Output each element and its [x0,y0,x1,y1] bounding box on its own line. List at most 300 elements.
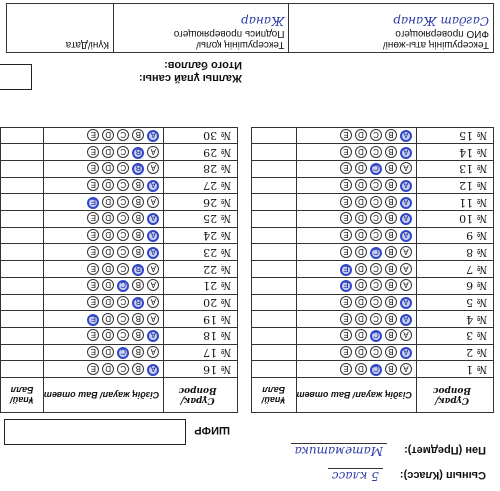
answer-bubble-b[interactable]: B [385,179,397,191]
answer-bubble-c[interactable]: C [117,296,129,308]
answer-bubble-d[interactable]: D [355,129,367,141]
answer-options [43,227,163,244]
answer-bubble-d[interactable]: D [102,363,114,375]
answer-bubble-e[interactable]: E [340,196,352,208]
answer-options [43,344,163,361]
answer-options [296,161,416,178]
question-number: № 6 [417,277,494,294]
score-cell[interactable] [251,227,296,244]
answer-bubble-c[interactable]: C [370,146,382,158]
answer-bubble-c[interactable]: C [117,280,129,292]
answer-options [296,144,416,161]
score-cell[interactable] [1,161,44,178]
answer-bubble-e[interactable]: E [87,197,99,209]
checker-name-cell [289,4,494,53]
subject-value: Математика [291,443,387,458]
answer-bubble-e[interactable]: E [87,296,99,308]
score-cell[interactable] [1,144,44,161]
question-row [1,161,238,178]
date-label: Күні/Дата [65,39,110,50]
answer-bubble-d[interactable]: D [355,246,367,258]
answer-bubble-e[interactable]: E [87,229,99,241]
answer-bubble-e[interactable]: E [340,146,352,158]
answer-options [296,194,416,211]
answer-bubble-a[interactable]: A [400,279,412,291]
cipher-box[interactable] [4,419,186,445]
score-cell[interactable] [1,194,44,211]
answer-bubble-a[interactable]: A [147,346,159,358]
answer-bubble-c[interactable]: C [370,346,382,358]
answer-bubble-e[interactable]: E [87,314,99,326]
answer-bubble-d[interactable]: D [355,263,367,275]
question-row [1,344,238,361]
answer-options [43,261,163,278]
answer-bubble-d[interactable]: D [102,313,114,325]
answer-bubble-c[interactable]: C [370,247,382,259]
answer-bubble-c[interactable]: C [117,179,129,191]
question-row [1,227,238,244]
question-number: № 30 [164,127,238,144]
question-row [251,311,493,328]
class-label: Сынып (Класс): [399,469,486,481]
subject-label: Пән (Предмет): [404,444,486,456]
score-cell[interactable] [251,361,296,378]
answer-bubble-e[interactable]: E [87,129,99,141]
answer-bubble-a[interactable]: A [400,197,412,209]
answer-bubble-a[interactable]: A [400,230,412,242]
checker-name-value: Сагдат Жанар [393,14,489,28]
answer-bubble-c[interactable]: C [370,296,382,308]
answer-bubble-a[interactable]: A [147,162,159,174]
answer-bubble-b[interactable]: B [385,363,397,375]
question-number: № 2 [417,344,494,361]
answer-bubble-a[interactable]: A [400,213,412,225]
answer-bubble-b[interactable]: B [385,263,397,275]
answer-options [296,277,416,294]
question-number: № 13 [417,161,494,178]
answer-bubble-e[interactable]: E [87,162,99,174]
question-row [1,294,238,311]
answer-bubble-a[interactable]: A [400,347,412,359]
question-row [1,277,238,294]
answer-bubble-d[interactable]: D [102,329,114,341]
question-row [251,294,493,311]
answer-bubble-c[interactable]: C [370,196,382,208]
answer-bubble-e[interactable]: E [340,313,352,325]
score-cell[interactable] [1,311,44,328]
answer-options [296,227,416,244]
question-row [251,211,493,228]
score-cell[interactable] [1,344,44,361]
answer-bubble-c[interactable]: C [370,313,382,325]
answer-bubble-b[interactable]: B [385,313,397,325]
score-cell[interactable] [251,261,296,278]
answer-bubble-c[interactable]: C [117,212,129,224]
answer-bubble-d[interactable]: D [102,263,114,275]
question-number: № 9 [417,227,494,244]
answer-bubble-a[interactable]: A [147,279,159,291]
answer-bubble-e[interactable]: E [340,212,352,224]
answer-options [43,127,163,144]
question-number: № 3 [417,327,494,344]
answer-options [43,211,163,228]
answer-options [43,327,163,344]
score-cell[interactable] [1,294,44,311]
score-cell[interactable] [251,211,296,228]
question-number: № 4 [417,311,494,328]
checker-table [6,3,494,53]
answer-bubble-e[interactable]: E [340,129,352,141]
answer-bubble-b[interactable]: B [132,313,144,325]
question-number: № 29 [164,144,238,161]
question-number: № 26 [164,194,238,211]
answer-options [296,127,416,144]
question-row [1,177,238,194]
question-number: № 23 [164,244,238,261]
score-cell[interactable] [251,177,296,194]
answer-bubble-e[interactable]: E [340,346,352,358]
answer-bubble-e[interactable]: E [340,246,352,258]
score-cell[interactable] [1,327,44,344]
answer-bubble-c[interactable]: C [117,129,129,141]
answer-bubble-e[interactable]: E [87,212,99,224]
question-row [251,277,493,294]
class-row [291,468,486,483]
answer-bubble-d[interactable]: D [355,179,367,191]
total-label-kz: Жалпы ұпай саны: [138,72,242,84]
signature-label-ru: Подпись проверяющего [173,28,285,39]
answer-bubble-b[interactable]: B [132,346,144,358]
answer-bubble-a[interactable]: A [147,296,159,308]
answer-header: Сіздің жауап/ Ваш ответ [296,378,416,413]
answer-bubble-b[interactable]: B [385,129,397,141]
answer-options [43,161,163,178]
answer-bubble-d[interactable]: D [102,179,114,191]
score-cell[interactable] [251,344,296,361]
answer-bubble-a[interactable]: A [147,180,159,192]
date-cell [7,4,114,53]
answer-bubble-b[interactable]: B [132,196,144,208]
answer-bubble-b[interactable]: B [385,146,397,158]
answer-bubble-a[interactable]: A [400,363,412,375]
question-number: № 28 [164,161,238,178]
answer-bubble-c[interactable]: C [370,229,382,241]
answer-bubble-a[interactable]: A [400,147,412,159]
checker-name-label-kz: Тексерушінің аты-жөні/ [382,39,489,50]
answer-bubble-a[interactable]: A [147,230,159,242]
subject-row [291,443,486,458]
question-number: № 20 [164,294,238,311]
answer-bubble-a[interactable]: A [147,364,159,376]
answer-bubble-c[interactable]: C [370,179,382,191]
score-cell[interactable] [1,261,44,278]
answer-bubble-d[interactable]: D [102,212,114,224]
signature-cell [114,4,289,53]
question-row [1,144,238,161]
question-number: № 19 [164,311,238,328]
answer-bubble-b[interactable]: B [132,246,144,258]
question-number: № 5 [417,294,494,311]
answer-bubble-c[interactable]: C [117,246,129,258]
answer-bubble-c[interactable]: C [117,313,129,325]
answer-bubble-a[interactable]: A [400,314,412,326]
answer-options [43,194,163,211]
answer-bubble-d[interactable]: D [102,279,114,291]
question-row [251,227,493,244]
answer-bubble-e[interactable]: E [87,329,99,341]
answer-bubble-e[interactable]: E [340,162,352,174]
answer-bubble-d[interactable]: D [355,229,367,241]
answer-bubble-d[interactable]: D [102,346,114,358]
answer-bubble-e[interactable]: E [340,329,352,341]
answer-options [43,144,163,161]
question-number: № 10 [417,211,494,228]
answer-bubble-d[interactable]: D [102,162,114,174]
answer-options [296,311,416,328]
cipher-label: ШИФР [194,424,230,436]
answer-bubble-e[interactable]: E [87,363,99,375]
table-header-row [1,378,238,413]
answer-bubble-c[interactable]: C [117,263,129,275]
answer-bubble-c[interactable]: C [117,347,129,359]
question-row [251,177,493,194]
question-header: Сұрақ/ Вопрос [164,378,238,413]
answer-bubble-d[interactable]: D [355,212,367,224]
score-cell[interactable] [1,277,44,294]
answer-options [296,361,416,378]
score-cell[interactable] [1,361,44,378]
answer-options [43,294,163,311]
question-number: № 8 [417,244,494,261]
answer-bubble-b[interactable]: B [132,212,144,224]
answer-bubble-e[interactable]: E [340,363,352,375]
answer-bubble-c[interactable]: C [370,364,382,376]
answer-bubble-a[interactable]: A [147,130,159,142]
answer-bubble-b[interactable]: B [132,229,144,241]
score-cell[interactable] [251,294,296,311]
answer-bubble-a[interactable]: A [147,196,159,208]
answer-bubble-e[interactable]: E [87,179,99,191]
score-header: Ұпай/ Балл [1,378,44,413]
answers-table-right [0,127,238,413]
answer-bubble-a[interactable]: A [147,146,159,158]
answer-bubble-d[interactable]: D [355,329,367,341]
score-cell[interactable] [251,144,296,161]
question-number: № 7 [417,261,494,278]
score-cell[interactable] [1,177,44,194]
answer-bubble-b[interactable]: B [385,296,397,308]
question-row [1,211,238,228]
answer-bubble-d[interactable]: D [355,346,367,358]
answer-bubble-a[interactable]: A [400,180,412,192]
question-number: № 22 [164,261,238,278]
answer-bubble-c[interactable]: C [117,363,129,375]
answer-options [296,244,416,261]
answer-options [296,261,416,278]
total-score-box[interactable] [0,64,32,90]
score-header: Ұпай/ Балл [251,378,296,413]
answer-bubble-a[interactable]: A [147,247,159,259]
answer-bubble-b[interactable]: B [385,229,397,241]
question-number: № 14 [417,144,494,161]
answer-bubble-c[interactable]: C [117,146,129,158]
table-header-row [251,378,493,413]
answer-options [296,211,416,228]
answer-bubble-e[interactable]: E [87,146,99,158]
answer-bubble-c[interactable]: C [117,196,129,208]
answer-bubble-c[interactable]: C [117,329,129,341]
answer-bubble-b[interactable]: B [132,363,144,375]
answer-bubble-c[interactable]: C [370,279,382,291]
signature-label-kz: Тексерушінің қолы/ [196,39,285,50]
score-cell[interactable] [251,277,296,294]
score-cell[interactable] [1,244,44,261]
answer-bubble-e[interactable]: E [340,264,352,276]
question-number: № 21 [164,277,238,294]
answer-bubble-d[interactable]: D [355,313,367,325]
question-row [251,361,493,378]
answer-bubble-b[interactable]: B [385,346,397,358]
answer-bubble-d[interactable]: D [102,146,114,158]
sheet-header [291,433,486,483]
answer-bubble-a[interactable]: A [147,330,159,342]
answer-bubble-e[interactable]: E [340,229,352,241]
answer-bubble-d[interactable]: D [355,279,367,291]
question-number: № 12 [417,177,494,194]
answer-bubble-d[interactable]: D [102,229,114,241]
answer-bubble-d[interactable]: D [102,129,114,141]
checker-name-label-ru: ФИО проверяющего [395,28,489,39]
answer-bubble-a[interactable]: A [400,263,412,275]
answer-bubble-a[interactable]: A [400,297,412,309]
answer-bubble-b[interactable]: B [132,297,144,309]
answer-bubble-d[interactable]: D [355,296,367,308]
answer-bubble-c[interactable]: C [117,229,129,241]
answer-bubble-e[interactable]: E [87,263,99,275]
score-cell[interactable] [251,244,296,261]
answer-bubble-a[interactable]: A [400,162,412,174]
answer-bubble-b[interactable]: B [385,162,397,174]
question-row [1,127,238,144]
answer-bubble-a[interactable]: A [400,329,412,341]
answer-bubble-b[interactable]: B [132,179,144,191]
question-row [1,327,238,344]
total-label-ru: Итого баллов: [164,59,242,71]
checker-row [7,4,494,53]
question-number: № 24 [164,227,238,244]
answers-table-left [251,127,494,413]
answer-bubble-c[interactable]: C [370,263,382,275]
answer-bubble-a[interactable]: A [147,313,159,325]
question-row [251,161,493,178]
question-row [251,194,493,211]
answer-bubble-d[interactable]: D [102,196,114,208]
answer-bubble-d[interactable]: D [102,296,114,308]
answer-bubble-b[interactable]: B [132,279,144,291]
answer-bubble-b[interactable]: B [385,246,397,258]
answer-bubble-c[interactable]: C [370,330,382,342]
answer-bubble-c[interactable]: C [370,129,382,141]
answer-bubble-d[interactable]: D [355,196,367,208]
answer-options [43,244,163,261]
score-cell[interactable] [1,227,44,244]
answer-bubble-b[interactable]: B [385,279,397,291]
answer-bubble-a[interactable]: A [400,130,412,142]
answer-bubble-b[interactable]: B [385,329,397,341]
answer-bubble-a[interactable]: A [147,213,159,225]
answer-bubble-d[interactable]: D [355,363,367,375]
question-row [251,261,493,278]
question-row [251,344,493,361]
answer-bubble-e[interactable]: E [340,296,352,308]
score-cell[interactable] [251,127,296,144]
answer-bubble-d[interactable]: D [355,146,367,158]
question-row [1,261,238,278]
question-number: № 1 [417,361,494,378]
answer-bubble-a[interactable]: A [147,263,159,275]
answer-bubble-b[interactable]: B [385,196,397,208]
question-row [251,327,493,344]
answer-options [296,327,416,344]
score-cell[interactable] [251,327,296,344]
question-number: № 27 [164,177,238,194]
question-row [251,127,493,144]
answer-options [43,361,163,378]
answer-bubble-d[interactable]: D [102,246,114,258]
answer-options [296,294,416,311]
score-cell[interactable] [251,161,296,178]
answer-bubble-b[interactable]: B [132,329,144,341]
answer-bubble-b[interactable]: B [132,129,144,141]
score-cell[interactable] [1,211,44,228]
score-cell[interactable] [1,127,44,144]
answer-options [296,177,416,194]
question-number: № 15 [417,127,494,144]
answer-options [296,344,416,361]
question-number: № 17 [164,344,238,361]
question-number: № 16 [164,361,238,378]
score-cell[interactable] [251,311,296,328]
question-header: Сұрақ/ Вопрос [417,378,494,413]
answer-bubble-e[interactable]: E [340,179,352,191]
signature-value: Жанар [241,14,285,28]
answer-bubble-b[interactable]: B [132,163,144,175]
answer-bubble-a[interactable]: A [400,246,412,258]
answer-bubble-e[interactable]: E [340,280,352,292]
question-row [1,311,238,328]
answer-options [43,311,163,328]
answer-bubble-b[interactable]: B [132,264,144,276]
answer-bubble-c[interactable]: C [370,212,382,224]
answer-bubble-b[interactable]: B [385,212,397,224]
answer-bubble-c[interactable]: C [370,163,382,175]
answer-bubble-e[interactable]: E [87,246,99,258]
answer-bubble-c[interactable]: C [117,162,129,174]
answer-bubble-e[interactable]: E [87,279,99,291]
answer-bubble-e[interactable]: E [87,346,99,358]
question-row [251,144,493,161]
total-score-label [139,58,242,84]
question-row [251,244,493,261]
answer-options [43,177,163,194]
answer-bubble-b[interactable]: B [132,147,144,159]
score-cell[interactable] [251,194,296,211]
question-row [1,361,238,378]
answer-bubble-d[interactable]: D [355,162,367,174]
class-value: 5 класс [328,468,383,483]
answer-header: Сіздің жауап/ Ваш ответ [43,378,163,413]
question-row [1,244,238,261]
